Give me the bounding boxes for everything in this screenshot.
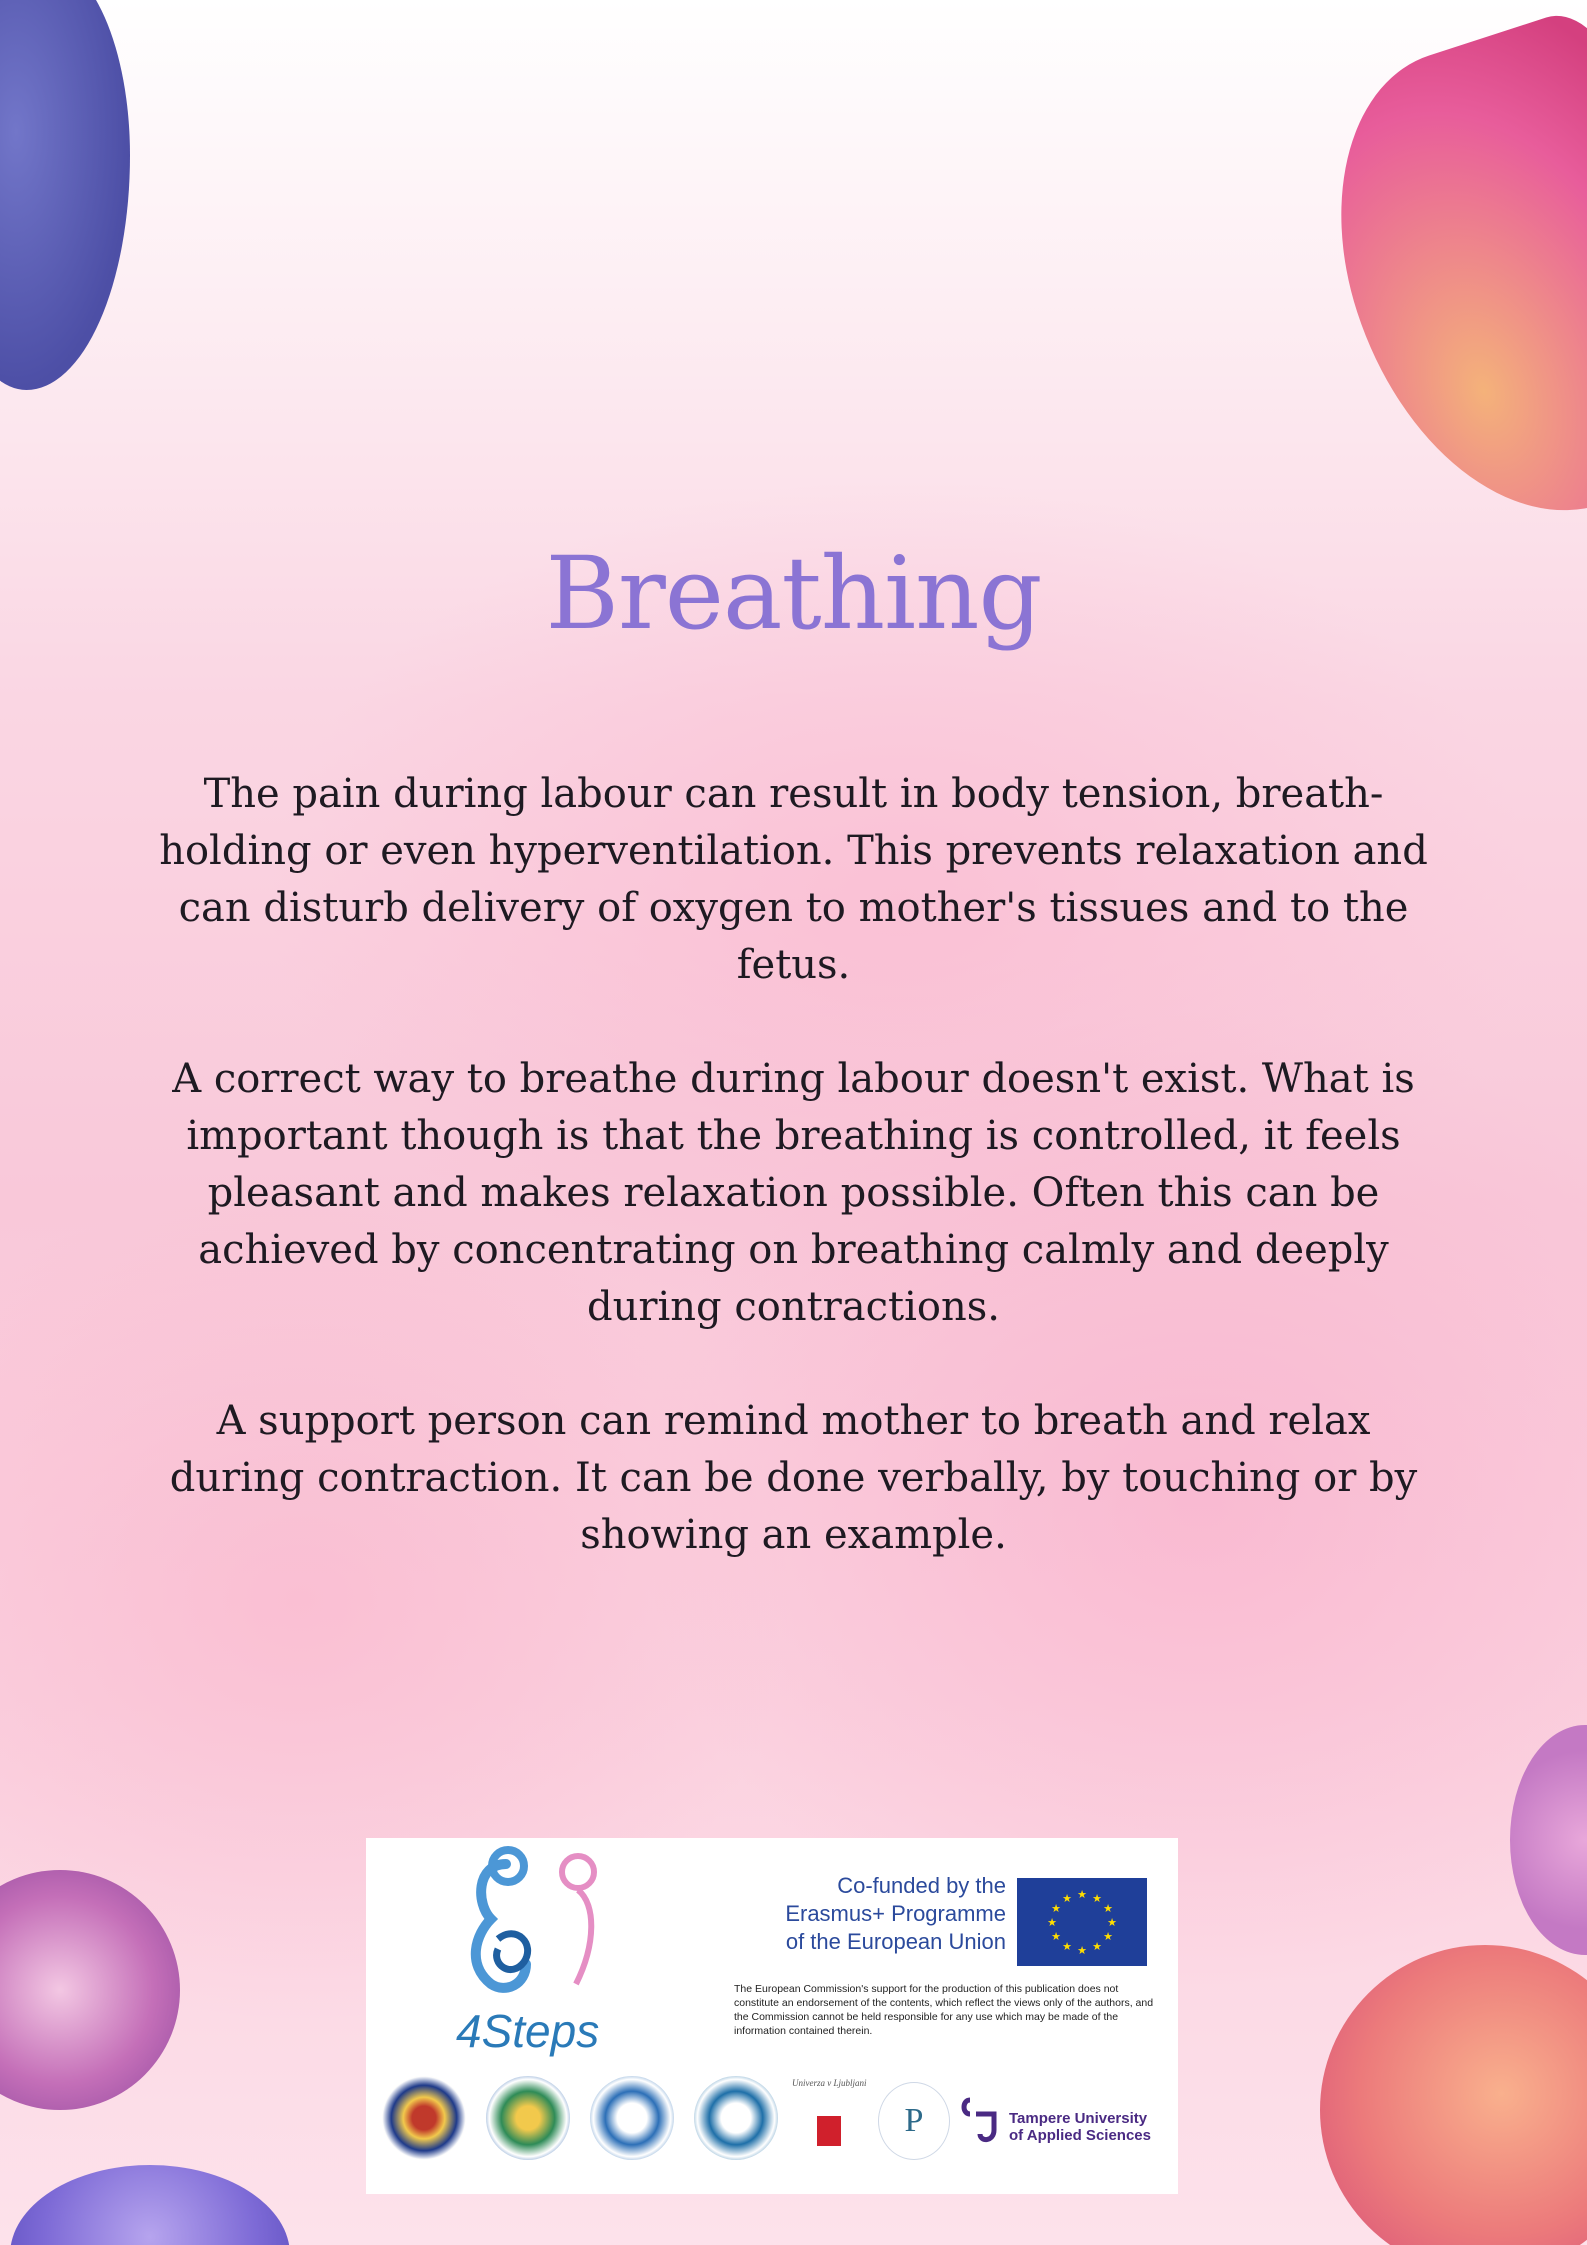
eu-flag-icon: [1017, 1878, 1147, 1966]
svg-text:★: ★: [1062, 1892, 1072, 1905]
eu-cofunded-line2: Erasmus+ Programme: [785, 1901, 1006, 1926]
svg-text:★: ★: [1051, 1902, 1061, 1915]
logos-panel: [366, 1838, 1178, 2194]
tamk-line1: Tampere University: [1009, 2110, 1148, 2127]
svg-text:★: ★: [1077, 1888, 1087, 1901]
svg-text:★: ★: [1092, 1892, 1102, 1905]
eu-cofunded-text: [736, 1872, 1006, 1956]
watercolor-flower-bottom-right-2: [1510, 1725, 1587, 1955]
watercolor-flower-bottom-left-2: [10, 2165, 290, 2245]
tamk-wordmark: [1009, 2110, 1151, 2144]
paragraph-support-person: A support person can remind mother to breath and relax during contraction. It can be done verbally, by touching or by showing an example.: [169, 1398, 1418, 1558]
svg-text:★: ★: [1051, 1930, 1061, 1943]
primorska-logo-icon: Р: [878, 2082, 950, 2160]
svg-text:★: ★: [1092, 1940, 1102, 1953]
watercolor-flower-bottom-left: [0, 1870, 180, 2110]
eu-cofunded-line1: Co-funded by the: [837, 1873, 1006, 1898]
page-title: Breathing: [545, 535, 1042, 652]
svg-text:★: ★: [1103, 1902, 1113, 1915]
university-seal-icon: [694, 2076, 778, 2160]
university-seal-icon: [590, 2076, 674, 2160]
university-seal-icon: [486, 2076, 570, 2160]
svg-text:★: ★: [1103, 1930, 1113, 1943]
4steps-wordmark: 4Steps: [456, 2005, 600, 2057]
body-text: [150, 766, 1437, 1621]
eu-disclaimer: The European Commission's support for the production of this publication does not constitute an endorsement of the contents, which reflect the views only of the authors, and the Commission cannot be held responsible for any use which may be made of the information contained therein.: [734, 1983, 1154, 2037]
watercolor-blot-top-right: [1289, 2, 1587, 557]
eu-cofunded-line3: of the European Union: [785, 1929, 1006, 1954]
svg-text:★: ★: [1107, 1916, 1117, 1929]
paragraph-breath-holding: The pain during labour can result in body tension, breath-holding or even hyperventilation. This prevents relaxation and can disturb delivery of oxygen to mother's tissues and to the fetus.: [159, 771, 1428, 988]
ljubljana-caption: Univerza v Ljubljani: [792, 2078, 867, 2088]
ljubljana-logo-icon: [817, 2116, 841, 2146]
watercolor-blot-top-left: [0, 0, 130, 390]
university-seal-icon: [382, 2076, 466, 2160]
watercolor-flower-bottom-right: [1320, 1945, 1587, 2245]
paragraph-correct-way: A correct way to breathe during labour doesn't exist. What is important though is that the breathing is controlled, it feels pleasant and makes relaxation possible. Often this can be achieved by concentrating on breathing calmly and deeply during contractions.: [172, 1056, 1415, 1330]
svg-text:★: ★: [1077, 1944, 1087, 1957]
tamk-logo-icon: [960, 2090, 1008, 2150]
4steps-logo-icon: [436, 1844, 626, 2004]
svg-text:★: ★: [1047, 1916, 1057, 1929]
tamk-line2: of Applied Sciences: [1009, 2127, 1151, 2144]
svg-text:★: ★: [1062, 1940, 1072, 1953]
